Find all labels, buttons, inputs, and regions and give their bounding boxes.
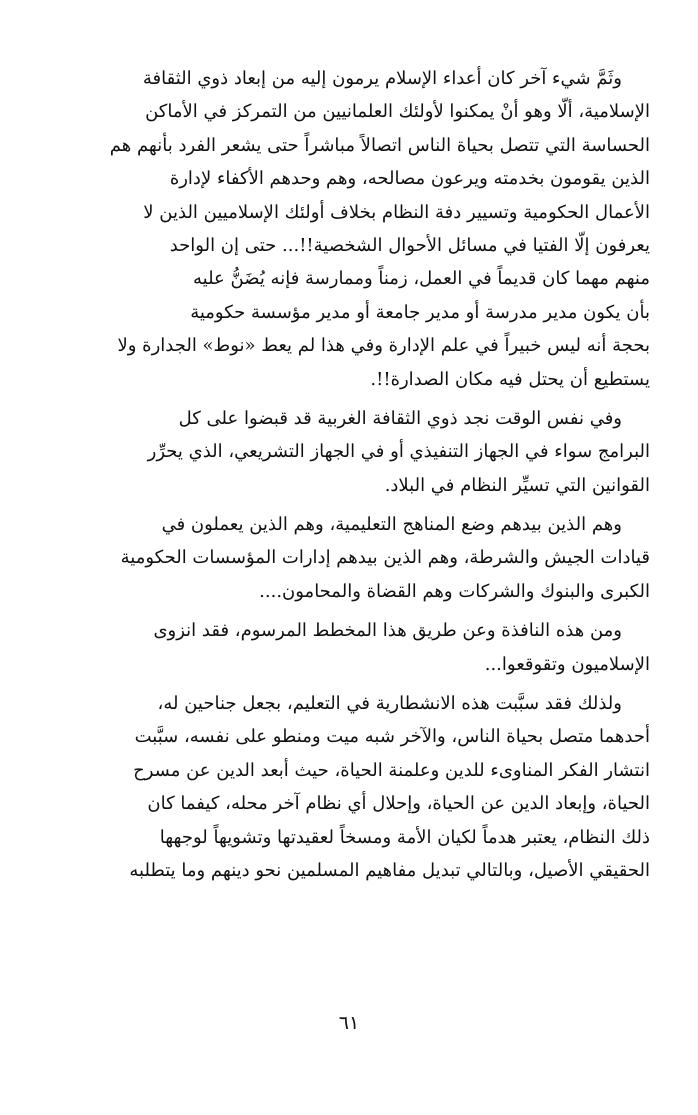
text-line: أحدهما متصل بحياة الناس، والآخر شبه ميت ومنطو على نفسه، سبَّبت — [134, 726, 650, 748]
paragraph-2 — [42, 402, 650, 502]
body-text — [42, 62, 650, 887]
text-line: الإسلامية، ألّا وهو أنْ يمكنوا لأولئك العلمانيين من التمركز في الأماكن — [145, 101, 650, 123]
text-line: الحساسة التي تتصل بحياة الناس اتصالاً مباشراً حتى يشعر الفرد بأنهم هم — [109, 134, 650, 156]
text-line: الكبرى والبنوك والشركات وهم القضاة والمحامون.... — [259, 580, 650, 602]
page-number: ٦١ — [338, 1012, 360, 1034]
text-line: البرامج سواء في الجهاز التنفيذي أو في الجهاز التشريعي، الذي يحرِّر — [147, 441, 650, 463]
text-line: ولذلك فقد سبَّبت هذه الانشطارية في التعليم، بجعل جناحين له، — [157, 693, 622, 715]
text-line: الإسلاميون وتقوقعوا... — [484, 653, 650, 675]
text-line: الذين يقومون بخدمته ويرعون مصالحه، وهم وحدهم الأكفاء لإدارة — [169, 168, 650, 190]
text-line: انتشار الفكر المناوىء للدين وعلمنة الحياة، حيث أبعد الدين عن مسرح — [133, 759, 650, 781]
text-line: قيادات الجيش والشرطة، وهم الذين بيدهم إدارات المؤسسات الحكومية — [120, 547, 650, 569]
text-line: وهم الذين بيدهم وضع المناهج التعليمية، وهم الذين يعملون في — [161, 514, 622, 536]
text-line: بأن يكون مدير مدرسة أو مدير جامعة أو مدير مؤسسة حكومية — [190, 301, 650, 323]
text-line: الحقيقي الأصيل، وبالتالي تبديل مفاهيم المسلمين نحو دينهم وما يتطلبه — [129, 859, 650, 881]
text-line: الأعمال الحكومية وتسيير دفة النظام بخلاف أولئك الإسلاميين الذين لا — [143, 201, 650, 223]
text-line: ذلك النظام، يعتبر هدماً لكيان الأمة ومسخاً لعقيدتها وتشويهاً لوجهها — [159, 826, 650, 848]
paragraph-3 — [42, 508, 650, 608]
paragraph-1 — [42, 62, 650, 396]
paragraph-4 — [42, 614, 650, 681]
text-line: منهم مهما كان قديماً في العمل، زمناً وممارسة فإنه يُضَنُّ عليه — [193, 268, 650, 290]
text-line: يعرفون إلّا الفتيا في مسائل الأحوال الشخصية!!... حتى إن الواحد — [169, 234, 650, 256]
text-line: الحياة، وإبعاد الدين عن الحياة، وإحلال أي نظام آخر محله، كيفما كان — [147, 793, 650, 815]
text-line: وثَمَّ شيء آخر كان أعداء الإسلام يرمون إليه من إبعاد ذوي الثقافة — [142, 68, 622, 89]
text-line: ومن هذه النافذة وعن طريق هذا المخطط المرسوم، فقد انزوى — [153, 620, 622, 642]
text-line: يستطيع أن يحتل فيه مكان الصدارة!!. — [370, 368, 650, 390]
paragraph-5 — [42, 687, 650, 887]
text-line: القوانين التي تسيِّر النظام في البلاد. — [384, 474, 650, 496]
text-line: وفي نفس الوقت نجد ذوي الثقافة الغربية قد قبضوا على كل — [178, 407, 622, 429]
text-line: بحجة أنه ليس خبيراً في علم الإدارة وفي هذا لم يعط «نوط» الجدارة ولا — [117, 335, 650, 357]
